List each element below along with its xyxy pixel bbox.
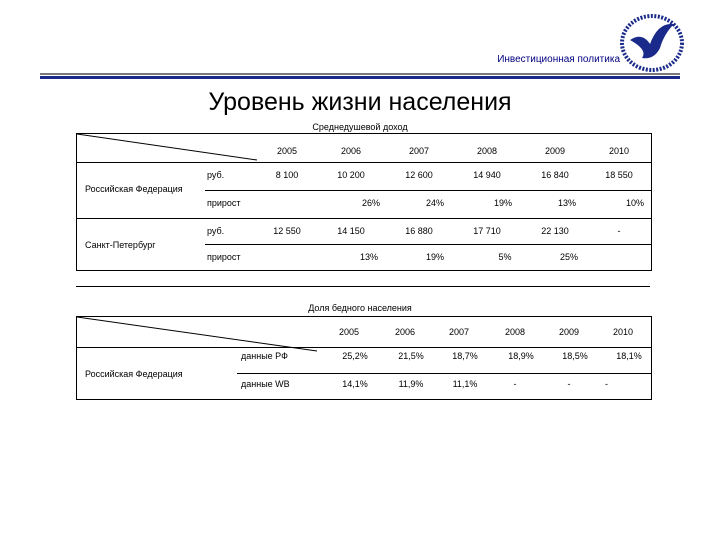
table-cell: 22 130 — [541, 226, 569, 236]
income-table — [76, 133, 652, 271]
row-divider — [205, 244, 651, 245]
table-cell: 17 710 — [473, 226, 501, 236]
table-cell: 14 150 — [337, 226, 365, 236]
table-cell: - — [605, 379, 608, 389]
row-label: данные РФ — [241, 351, 288, 361]
table-cell: 19% — [425, 252, 444, 262]
table-cell: - — [567, 379, 571, 389]
table-cell: 5% — [498, 252, 512, 262]
table-cell: 10 200 — [337, 170, 365, 180]
header-rule — [40, 70, 680, 84]
year-header: 2005 — [338, 327, 360, 337]
table-cell: 14,1% — [342, 379, 368, 389]
row-label: прирост — [207, 252, 241, 262]
row-label: данные WB — [241, 379, 290, 389]
year-header: 2009 — [558, 327, 580, 337]
header-diagonal — [77, 134, 257, 164]
year-header: 2006 — [394, 327, 416, 337]
row-divider — [77, 218, 651, 219]
year-header: 2007 — [448, 327, 470, 337]
table-cell: 25% — [559, 252, 578, 262]
table-cell: 18,7% — [452, 351, 478, 361]
table-cell: 12 550 — [273, 226, 301, 236]
region-label: Российская Федерация — [85, 369, 183, 379]
year-header: 2007 — [408, 146, 430, 156]
table-cell: 11,1% — [452, 379, 478, 389]
slide-title: Уровень жизни населения — [208, 88, 512, 116]
table-cell: 13% — [359, 252, 378, 262]
year-header: 2009 — [544, 146, 566, 156]
university-bird-logo — [612, 10, 692, 76]
table-cell: 12 600 — [405, 170, 433, 180]
table-cell: 18,9% — [508, 351, 534, 361]
row-label: прирост — [207, 198, 241, 208]
row-divider — [77, 347, 651, 348]
table-cell: 18,1% — [616, 351, 642, 361]
table-cell: - — [617, 226, 621, 236]
table-cell: 26% — [361, 198, 380, 208]
table-cell: 21,5% — [398, 351, 424, 361]
table-cell: 14 940 — [473, 170, 501, 180]
row-divider — [77, 162, 651, 163]
table-cell: 8 100 — [275, 170, 299, 180]
table-cell: 11,9% — [398, 379, 424, 389]
table-cell: 24% — [425, 198, 444, 208]
year-header: 2006 — [340, 146, 362, 156]
table-cell: 16 880 — [405, 226, 433, 236]
table-cell: - — [513, 379, 517, 389]
year-header: 2010 — [608, 146, 630, 156]
table-cell: 18 550 — [605, 170, 633, 180]
row-label: руб. — [207, 226, 225, 236]
table-cell: 16 840 — [541, 170, 569, 180]
table-cell: 25,2% — [342, 351, 368, 361]
year-header: 2010 — [612, 327, 634, 337]
row-label: руб. — [207, 170, 225, 180]
region-label: Санкт-Петербург — [85, 240, 156, 250]
row-divider — [237, 373, 651, 374]
year-header: 2005 — [276, 146, 298, 156]
poverty-table — [76, 316, 652, 400]
section-divider — [76, 286, 650, 287]
table-cell: 18,5% — [562, 351, 588, 361]
poverty-caption: Доля бедного населения — [308, 303, 412, 313]
table-cell: 13% — [557, 198, 576, 208]
income-caption: Среднедушевой доход — [312, 122, 408, 132]
year-header: 2008 — [476, 146, 498, 156]
region-label: Российская Федерация — [85, 184, 183, 194]
section-title: Инвестиционная политика — [497, 54, 620, 65]
row-divider — [205, 190, 651, 191]
year-header: 2008 — [504, 327, 526, 337]
table-cell: 10% — [625, 198, 644, 208]
table-cell: 19% — [493, 198, 512, 208]
